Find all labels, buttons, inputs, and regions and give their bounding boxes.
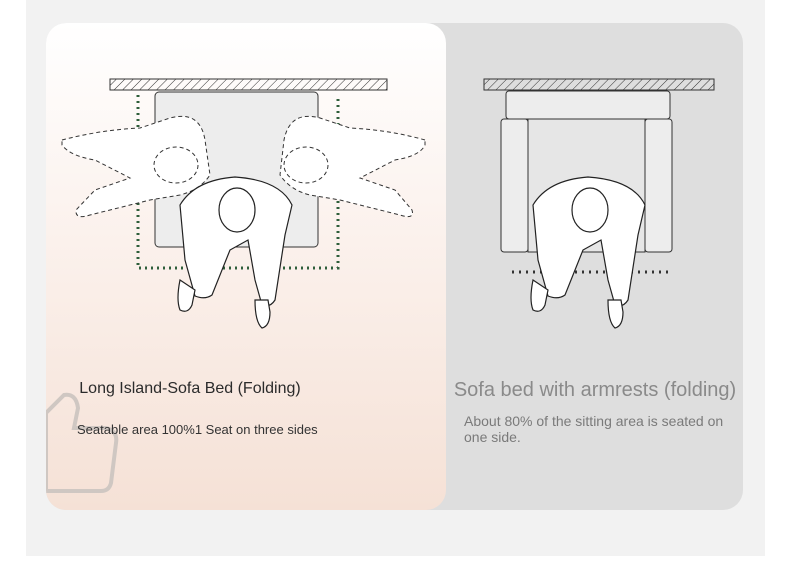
- long-island-description: Seatable area 100%1 Seat on three sides: [77, 422, 318, 437]
- left-armrest: [501, 119, 528, 252]
- right-armrest: [645, 119, 672, 252]
- armrest-sofa-description: About 80% of the sitting area is seated on one side.: [464, 413, 724, 445]
- long-island-title: Long Island-Sofa Bed (Folding): [79, 380, 301, 397]
- armrest-sofa-title: Sofa bed with armrests (folding): [453, 379, 737, 401]
- sofa-back: [506, 91, 670, 119]
- wall-hatch-right: [484, 79, 714, 90]
